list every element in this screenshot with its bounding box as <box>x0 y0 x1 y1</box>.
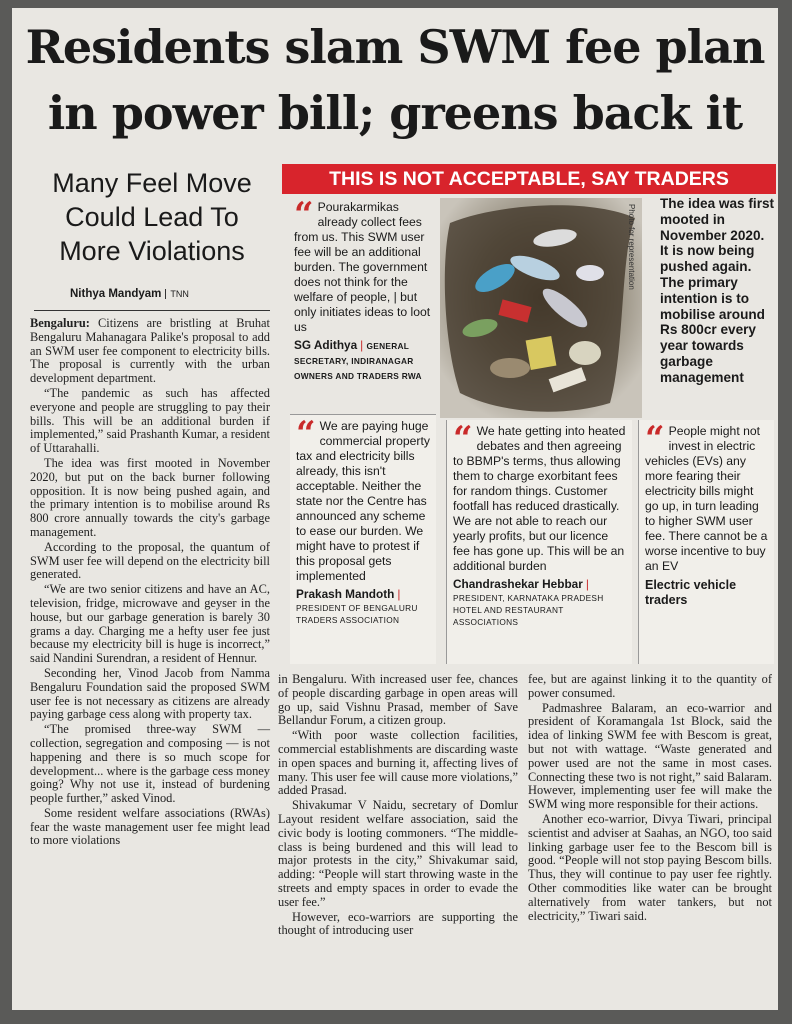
photo-credit: Photo for representation <box>627 204 636 290</box>
dateline: Bengaluru: <box>30 316 90 330</box>
quote-text: People might not invest in electric vehicles (EVs) any more fearing their electricity bills might go up, in turn leading to higher SWM user fee. There cannot be a worse incentive to buy an EV <box>645 424 768 573</box>
byline-author: Nithya Mandyam <box>70 288 162 300</box>
article-paragraph: Bengaluru: Citizens are bristling at Bruhat Bengaluru Mahanagara Palike's proposal to add an SWM user fee component to electricity bills. The proposal is currently with the urban development department. <box>30 316 270 386</box>
quote-box-ev-traders <box>638 420 774 664</box>
quote-text: We hate getting into heated debates and then agreeing to BBMP's terms, thus allowing them to charge exorbitant fees for random things. Customer footfall has reduced drastically. We are not able to reach our yearly profits, but our licence fee has gone up. This will be an additional burden <box>453 424 626 573</box>
quote-box-adithya <box>290 195 436 414</box>
article-paragraph: “With poor waste collection facilities, commercial establishments are discarding waste in open spaces and burning it, affecting lives of many. This user fee will cause more violations,” added Prasad. <box>278 728 518 798</box>
article-paragraph: fee, but are against linking it to the quantity of power consumed. <box>528 672 772 700</box>
newspaper-clipping <box>12 8 778 1010</box>
traders-banner: THIS IS NOT ACCEPTABLE, SAY TRADERS <box>282 164 776 194</box>
article-paragraph: According to the proposal, the quantum of SWM user fee will depend on the electricity bill generated. <box>30 539 270 582</box>
quote-box-mandoth <box>290 414 436 664</box>
article-column-2 <box>278 673 518 939</box>
article-paragraph: Padmashree Balaram, an eco-warrior and president of Koramangala 1st Block, said the idea of linking SWM fee with Bescom is great, but not with wattage. “Waste generated and power used are not the same in most cases. Connecting these two is not right,” said Balaram. However, implementing user fee will make the SWM wing more responsible for their actions. <box>528 700 772 812</box>
byline-agency: TNN <box>165 289 189 299</box>
quote-text: Pourakarmikas already collect fees from us. This SWM user fee will be an additional burden. The government does not think for the welfare of people, | but only initiates ideas to loot us <box>294 200 431 334</box>
quote-author: Chandrashekar Hebbar | <box>453 577 589 591</box>
headline-line-1: Residents slam SWM fee plan <box>25 20 765 74</box>
quote-mark-icon: “ <box>645 419 665 459</box>
headline-line-2: in power bill; greens back it <box>47 86 743 140</box>
article-paragraph: Shivakumar V Naidu, secretary of Domlur Layout resident welfare association, said the civic body is looting commoners. “The middle-class is being burdened and this will lead to major protests in the city,” Shivakumar said, adding: “People will start throwing waste in the streets and empty spaces in order to evade the user fee.” <box>278 798 518 909</box>
byline-divider <box>34 310 270 311</box>
article-paragraph: Seconding her, Vinod Jacob from Namma Bengaluru Foundation said the proposed SWM user fee is not necessary as citizens are already paying garbage cess along with property tax. <box>30 665 270 722</box>
subheadline: Many Feel Move Could Lead To More Violations <box>52 168 252 266</box>
article-column-3 <box>528 673 772 924</box>
quote-author: SG Adithya | GENERAL SECRETARY, INDIRANAGAR OWNERS AND TRADERS RWA <box>294 338 422 381</box>
article-paragraph: However, eco-warriors are supporting the thought of introducing user <box>278 909 518 938</box>
quote-mark-icon: “ <box>453 419 473 459</box>
quote-mark-icon: “ <box>296 414 316 454</box>
article-paragraph: “The promised three-way SWM — collection, segregation and composing — is not happening and there is so much scope for development... where is the garbage cess money going? Why not use it, instead of burdening people further,” asked Vinod. <box>30 722 270 806</box>
article-paragraph: The idea was first mooted in November 2020, but put on the back burner following opposition. It is now being pushed again, and the primary intention is to mobilise around Rs 800 crore annually towards the city's garbage management. <box>30 455 270 539</box>
quote-text: We are paying huge commercial property tax and electricity bills already, this isn't acceptable. Neither the state nor the Centre has announced any scheme to ease our burden. We might have to protest if this proposal gets implemented <box>296 419 430 583</box>
quote-box-hebbar <box>446 420 632 664</box>
article-paragraph: Another eco-warrior, Divya Tiwari, principal scientist and adviser at Saahas, an NGO, too said linking garbage user fee to the Bescom bill is good. “People will not stop paying Bescom bills. Thus, they will continue to pay user fee rightly. Other commodities like water can be brought alternatively from water tankers, but not electricity,” Tiwari said. <box>528 811 772 923</box>
quote-mark-icon: “ <box>294 195 314 235</box>
article-paragraph: Some resident welfare associations (RWAs) fear the waste management user fee might lead to more violations <box>30 805 270 848</box>
article-paragraph: in Bengaluru. With increased user fee, chances of people discarding garbage in open areas will go up, said Vishnu Prasad, member of Save Bellandur Forum, a citizen group. <box>278 672 518 728</box>
quote-author: Electric vehicle traders <box>645 578 737 607</box>
quote-author: Prakash Mandoth | <box>296 587 401 601</box>
garbage-bag-photo <box>440 198 642 418</box>
intro-summary: The idea was first mooted in November 2020. It is now being pushed again. The primary intention is to mobilise around Rs 800cr every year towards garbage management <box>660 196 775 385</box>
article-column-1 <box>30 317 270 849</box>
article-paragraph: “We are two senior citizens and have an AC, television, fridge, microwave and geyser in the house, but our garbage generation is barely 30 grams a day. Charging me a hefty user fee just because my electricity bill is huge is incorrect,” said Nandini Surendran, a resident of Hennur. <box>30 582 270 666</box>
quote-author-title: PRESIDENT, KARNATAKA PRADESH HOTEL AND RESTAURANT ASSOCIATIONS <box>453 593 604 627</box>
quote-author-title: GENERAL SECRETARY, INDIRANAGAR OWNERS AND TRADERS RWA <box>294 341 422 381</box>
article-paragraph: “The pandemic as such has affected everyone and people are struggling to pay their bills. This will be an additional burden if implemented,” said Prashanth Kumar, a resident of Uttarahalli. <box>30 385 270 456</box>
byline <box>70 288 189 300</box>
quote-author-title: PRESIDENT OF BENGALURU TRADERS ASSOCIATION <box>296 603 418 625</box>
